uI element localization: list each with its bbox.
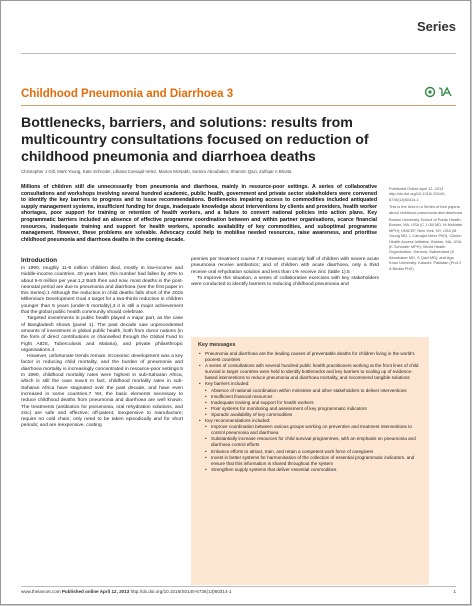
key-message-item: • Strengthen supply systems that deliver essential commodities [198,467,422,473]
abstract: Millions of children still die unnecessarily from pneumonia and diarrhoea, mainly in resource-poor settings. A series of collaborative consultations and workshops involving several hundred academic, public health, government and private sector stakeholders were convened to identify the key barriers to progress and to issue recommendations. Bottlenecks impairing access to commodities included antiquated supply management systems, insufficient funding for drugs, inadequate knowledge about interventions by clients and providers, health worker shortages, poor support for training or retention of health workers, and a failure to convert national policies into action plans. Key programmatic barriers included an absence of effective programme coordination between and within partner organisations, scarce financial resources, inadequate training and support for health workers, sporadic availability of key commodities, and suboptimal programme management. However, these problems are solvable. Advocacy could help to mobilise needed resources, raise awareness, and prioritise childhood pneumonia and diarrhoea deaths in the coming decade. [21,184,377,243]
key-message-item: • Substantially increase resources for child survival programmes, with an emphasis on pneumonia and diarrhoea control efforts [198,436,422,448]
affiliations: Boston University School of Public Health, Boston, MA, USA (C J Gill MD, M McNabb MPH); UNICEF, New York, NY, USA (M Young MD, L Carvajal-Velez PhD); Clinton Health Access Initiative, Boston, MA, USA (K Schroder MPH); World Health Organization, Geneva, Switzerland (S Aboubaker MD, S Qazi MD); and Aga Khan University, Karachi, Pakistan (Prof Z A Bhutta PhD) [389,217,463,271]
open-access-icon [424,86,454,98]
key-message-item: • Sporadic availability of key commodities [198,412,422,418]
page-number: 1 [453,589,456,594]
footer-doi: http://dx.doi.org/10.1016/S0140-6736(13)60314-1 [130,589,232,594]
key-message-item: • Insufficient financial resources [198,394,422,400]
key-message-item: • Pneumonia and diarrhoea are the leading causes of preventable deaths for children living in the world's poorest countries [198,351,422,363]
footer-rule [21,586,456,587]
body-paragraph: However, unfortunate trends remain. Economic development was a key factor in reducing child mortality, and the burden of pneumonia and diarrhoea mortality is increasingly concentrated in resource-poor settings.5 In 1990, childhood mortality rates were highest in sub-Saharan Africa, which is still the case now.6 In fact, childhood mortality rates in sub-Saharan Africa have stagnated over the past decade, and have even increased in some countries.7 Yet, the basic elements necessary to reduce childhood deaths from pneumonia and diarrhoea are well known. The treatments (antibiotics for pneumonia, oral rehydration solutions, and zinc) are safe and effective; off-patent; inexpensive to manufacture; require no cold chain; only need to be taken episodically and for short periods; and are inexpensive, costing [21,354,183,429]
key-message-item: • Enhance efforts to attract, train, and retain a competent work force of caregivers [198,449,422,455]
article-title: Bottlenecks, barriers, and solutions: results from multicountry consultations focused on reduction of childhood pneumonia and diarrhoea deaths [21,115,369,165]
footer-published: Published online April 12, 2013 [61,589,130,594]
key-messages-panel [191,337,429,585]
series-rule [21,105,456,106]
body-paragraph: To improve this situation, a series of collaborative exercises with key stakeholders were conducted to identify barriers to reducing childhood pneumonia and [191,275,379,288]
key-message-item: • Invest in better systems for harmonisation of the collection of essential programmatic indicators, and ensure that this information is shared throughout the system [198,455,422,467]
key-messages-list [198,351,422,473]
key-message-item: • Absence of national coordination within ministries and other stakeholders to deliver interventions [198,388,422,394]
key-message-item: • Key recommendations included: [198,418,422,424]
series-title: Childhood Pneumonia and Diarrhoea 3 [21,88,234,100]
key-message-item: • Improve coordination between various groups working on preventive and treatment interventions to control pneumonia and diarrhoea [198,424,422,436]
footer-site: www.thelancet.com [21,589,61,594]
author-list: Christopher J Gill, Mark Young, Kate Schroder, Lilliana Carvajal-Velez, Marion McNabb, Samira Aboubaker, Shamim Qazi, Zulfiqar A Bhutta [21,169,292,174]
key-message-item: • Inadequate training and support for health workers [198,400,422,406]
published-online-note: Published Online April 12, 2013 http://dx.doi.org/10.1016/ S0140-6736(13)60314-1 [389,186,446,202]
body-paragraph: pennies per treatment course.7,8 However, scarcely half of children with severe acute pneumonia receive antibiotics; and of children with acute diarrhoea, only a third receive oral rehydration solution and less than 1% receive zinc (table 1).5 [191,257,379,275]
sidebar-notes [389,186,463,273]
series-note: This is the third in a Series of four papers about childhood pneumonia and diarrhoea [389,204,462,215]
key-message-item: • A series of consultations with several hundred public health practitioners working at the front lines of child survival in target countries were held to identify bottlenecks and key barriers to scaling up of evidence-based interventions to reduce pneumonia and diarrhoea mortality, and recommend tangible solutions [198,363,422,381]
key-message-item: • Poor systems for monitoring and assessment of key programmatic indicators [198,406,422,412]
introduction-heading: Introduction [21,257,58,264]
header-rule [21,53,456,54]
open-access-logos [424,86,454,98]
body-paragraph: In 1990, roughly 11-9 million children died, mostly in low-income and middle-income countries. 20 years later, this number had fallen by 40% to about 6-9 million per year.1,2 Both then and now, most deaths in the post-neonatal period are due to pneumonia and diarrhoea (see the first paper in this Series).1 Although the reduction in child deaths falls short of the 2015 Millennium Development Goal 4 target for a two-thirds reduction in children younger than 5 years (under-5 mortality),3 it is still a major achievement that the global public health community should celebrate. [21,266,184,316]
section-label: Series [416,19,456,34]
body-column-right [191,257,379,288]
body-paragraph: Targeted investments in public health played a major part, as the case of Bangladesh shows (panel 1). The past decade saw unprecedented amounts of investment in global public health, both from donor nations (in the form of direct contributions or channelled through the Global Fund to Fight AIDS, Tuberculosis and Malaria), and private philanthropic organisations.4 [21,316,183,353]
body-column-left [21,257,183,430]
key-messages-title: Key messages [198,342,236,348]
key-message-item: • Key barriers included: [198,381,422,387]
footer-citation [21,589,232,594]
